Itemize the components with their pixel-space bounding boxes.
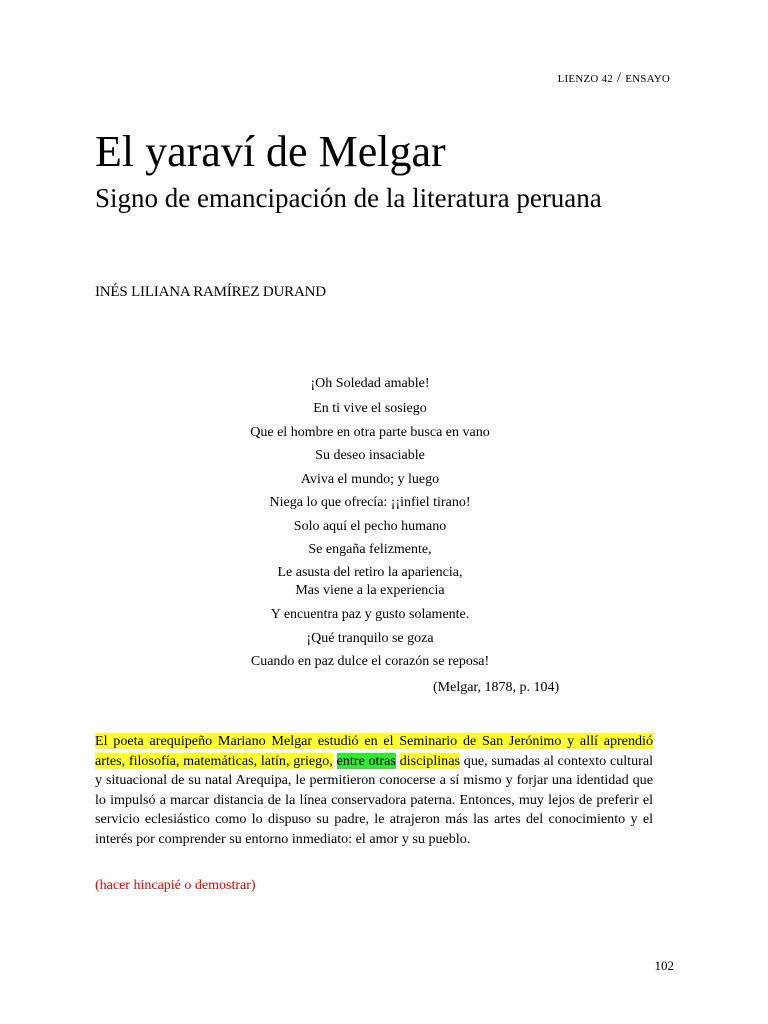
poem-line: Se engaña felizmente,	[308, 542, 432, 557]
poem-line: Solo aquí el pecho humano	[293, 519, 447, 534]
article-subtitle: Signo de emancipación de la literatura peruana	[95, 183, 602, 213]
article-title: El yaraví de Melgar	[95, 127, 446, 176]
section-name: ENSAYO	[625, 73, 670, 85]
poem-line: ¡Oh Soledad amable!	[310, 376, 430, 391]
poem-line: Aviva el mundo; y luego	[300, 472, 440, 487]
author-name: INÉS LILIANA RAMÍREZ DURAND	[95, 284, 326, 300]
poem-line: Mas viene a la experiencia	[295, 583, 445, 598]
poem-line: En ti vive el sosiego	[313, 401, 427, 416]
poem-line: Cuando en paz dulce el corazón se reposa!	[250, 654, 490, 669]
running-header	[558, 70, 670, 87]
paragraph-text: que, sumadas al contexto cultural y situacional de su natal Arequipa, le permitieron conocerse a sí mismo y forjar una identidad que lo impulsó a marcar distancia de la línea conservadora paterna. Entonces, muy lejos de preferir el servicio eclesiástico como lo dispuso su padre, le atrajeron más las artes del conocimiento y el interés por comprender su entorno inmediato: el amor y su pueblo.	[95, 752, 654, 847]
poem-line: Niega lo que ofrecía: ¡¡infiel tirano!	[269, 495, 471, 510]
journal-name: LIENZO 42	[557, 73, 613, 85]
poem-line: Su deseo insaciable	[315, 448, 425, 463]
editor-note: (hacer hincapié o demostrar)	[95, 878, 256, 893]
poem-line: Y encuentra paz y gusto solamente.	[270, 607, 470, 622]
poem-line: Le asusta del retiro la apariencia,	[277, 565, 463, 580]
poem-citation: (Melgar, 1878, p. 104)	[433, 680, 560, 695]
highlighted-text-green: entre otras	[336, 752, 396, 769]
poem-line: Que el hombre en otra parte busca en vano	[250, 425, 490, 440]
highlighted-text: disciplinas	[399, 752, 460, 769]
body-paragraph	[95, 732, 653, 849]
poem-line: ¡Qué tranquilo se goza	[306, 631, 434, 646]
highlighted-text: El poeta arequipeño Mariano Melgar estudió en el Seminario de San Jerónimo y allí aprendió artes, filosofía, matemáticas, latín, griego,	[95, 733, 653, 769]
page-number: 102	[654, 958, 674, 973]
header-separator: /	[616, 70, 622, 86]
